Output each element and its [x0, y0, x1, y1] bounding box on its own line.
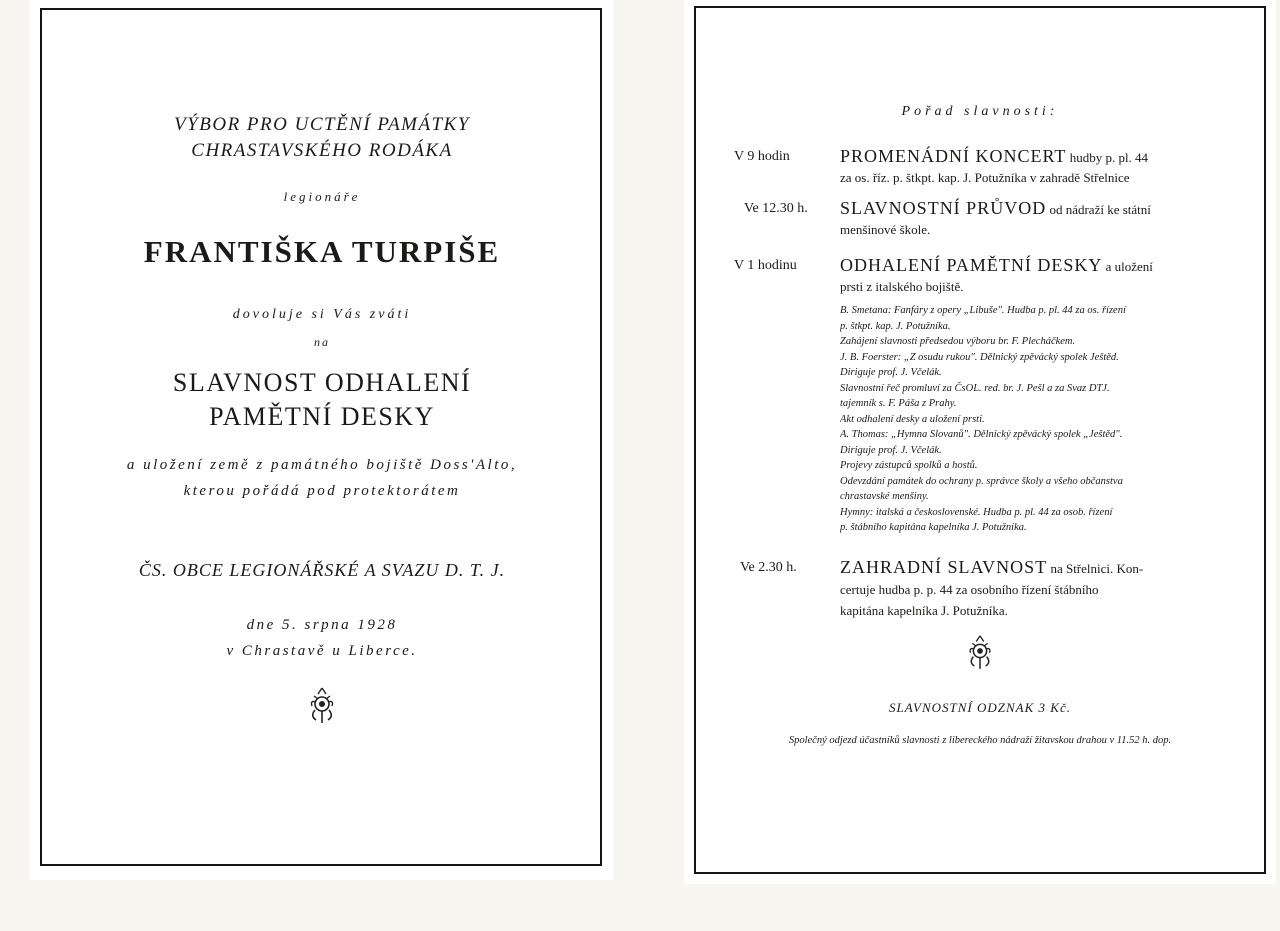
- rose-ornament-icon: [684, 628, 1276, 672]
- subprogram-line: Odevzdání památek do ochrany p. správce školy a všeho občanstva: [840, 475, 1123, 487]
- date-place: [30, 612, 614, 664]
- honoree-name: FRANTIŠKA TURPIŠE: [143, 234, 501, 269]
- departure-note: Společný odjezd účastníků slavnosti z libereckého nádraží žitavskou drahou v 11.52 h. dop.: [788, 735, 1172, 746]
- event-title: [30, 366, 614, 434]
- program-time: V 9 hodin: [734, 149, 790, 164]
- program-time: Ve 12.30 h.: [744, 201, 808, 216]
- subprogram-line: Hymny: italská a československé. Hudba p. pl. 44 za osob. řízení: [840, 506, 1113, 518]
- committee-heading: [30, 112, 614, 164]
- program-time: V 1 hodinu: [734, 258, 797, 273]
- program-event: [840, 198, 1226, 240]
- subprogram-line: Diriguje prof. J. Včelák.: [840, 367, 942, 378]
- subprogram-line: Slavnostní řeč promluví za ČsOL. red. br. J. Pešl a za Svaz DTJ.: [840, 382, 1110, 394]
- heading-line-1: VÝBOR PRO UCTĚNÍ PAMÁTKY: [174, 114, 470, 135]
- program-event-desc: a uložení: [1102, 259, 1153, 274]
- program-event-desc: hudby p. pl. 44: [1066, 150, 1149, 165]
- program-event-desc: menšinové škole.: [840, 222, 931, 237]
- place-line: v Chrastavě u Liberce.: [226, 643, 418, 659]
- program-event-desc: za os. říz. p. štkpt. kap. J. Potužníka v zahradě Střelnice: [840, 170, 1130, 185]
- subprogram-line: p. štkpt. kap. J. Potužníka.: [840, 320, 951, 332]
- subprogram-line: J. B. Foerster: „Z osudu rukou". Dělnický zpěvácký spolek Ještěd.: [840, 351, 1119, 363]
- event-line-1: SLAVNOST ODHALENÍ: [172, 368, 472, 397]
- program-subitems: [840, 303, 1232, 536]
- legionnaire-subtitle: legionáře: [283, 189, 361, 204]
- program-event-desc: prsti z italského bojiště.: [840, 279, 964, 294]
- program-event: [840, 557, 1226, 621]
- program-event-title: ODHALENÍ PAMĚTNÍ DESKY: [840, 255, 1103, 275]
- date-line: dne 5. srpna 1928: [246, 617, 398, 633]
- rose-ornament-icon: [30, 680, 614, 726]
- detail-line-1: a uložení země z památného bojiště Doss'Alto,: [126, 457, 518, 473]
- subprogram-line: Zahájení slavnosti předsedou výboru br. F. Plecháčkem.: [840, 336, 1076, 347]
- subprogram-line: p. štábního kapitána kapelníka J. Potužníka.: [840, 522, 1027, 533]
- heading-line-2: CHRASTAVSKÉHO RODÁKA: [191, 140, 453, 161]
- subprogram-line: Projevy zástupců spolků a hostů.: [840, 460, 978, 471]
- invitation-line: dovoluje si Vás zváti: [232, 307, 412, 322]
- program-event: [840, 146, 1226, 188]
- organizer-line: ČS. OBCE LEGIONÁŘSKÉ A SVAZU D. T. J.: [138, 560, 506, 580]
- program-event-desc: kapitána kapelníka J. Potužníka.: [840, 603, 1008, 618]
- subprogram-line: A. Thomas: „Hymna Slovanů". Dělnický zpěvácký spolek „Ještěd".: [840, 429, 1123, 440]
- right-page: [684, 0, 1276, 884]
- na-line: na: [314, 335, 330, 349]
- program-event-desc: certuje hudba p. p. 44 za osobního řízení štábního: [840, 582, 1099, 597]
- subprogram-line: Akt odhalení desky a uložení prsti.: [840, 413, 985, 425]
- program-event-title: SLAVNOSTNÍ PRŮVOD: [840, 198, 1047, 218]
- program-event-desc: od nádraží ke státní: [1046, 202, 1151, 217]
- program-event-desc: na Střelnici. Kon-: [1047, 561, 1144, 576]
- left-page: [30, 0, 614, 880]
- subprogram-line: B. Smetana: Fanfáry z opery „Libuše". Hudba p. pl. 44 za os. řízení: [840, 305, 1126, 316]
- program-event-title: PROMENÁDNÍ KONCERT: [840, 146, 1067, 166]
- subprogram-line: tajemník s. F. Páša z Prahy.: [840, 398, 957, 409]
- subprogram-line: chrastavské menšiny.: [840, 491, 929, 502]
- program-title: Pořad slavnosti:: [901, 104, 1059, 119]
- subprogram-line: Diriguje prof. J. Včelák.: [840, 444, 942, 456]
- program-event: [840, 255, 1226, 297]
- program-time: Ve 2.30 h.: [740, 560, 797, 575]
- event-line-2: PAMĚTNÍ DESKY: [209, 402, 435, 431]
- program-event-title: ZAHRADNÍ SLAVNOST: [840, 557, 1048, 577]
- badge-note: SLAVNOSTNÍ ODZNAK 3 Kč.: [889, 700, 1071, 715]
- detail-line-2: kterou pořádá pod protektorátem: [183, 483, 461, 499]
- event-details: [30, 452, 614, 504]
